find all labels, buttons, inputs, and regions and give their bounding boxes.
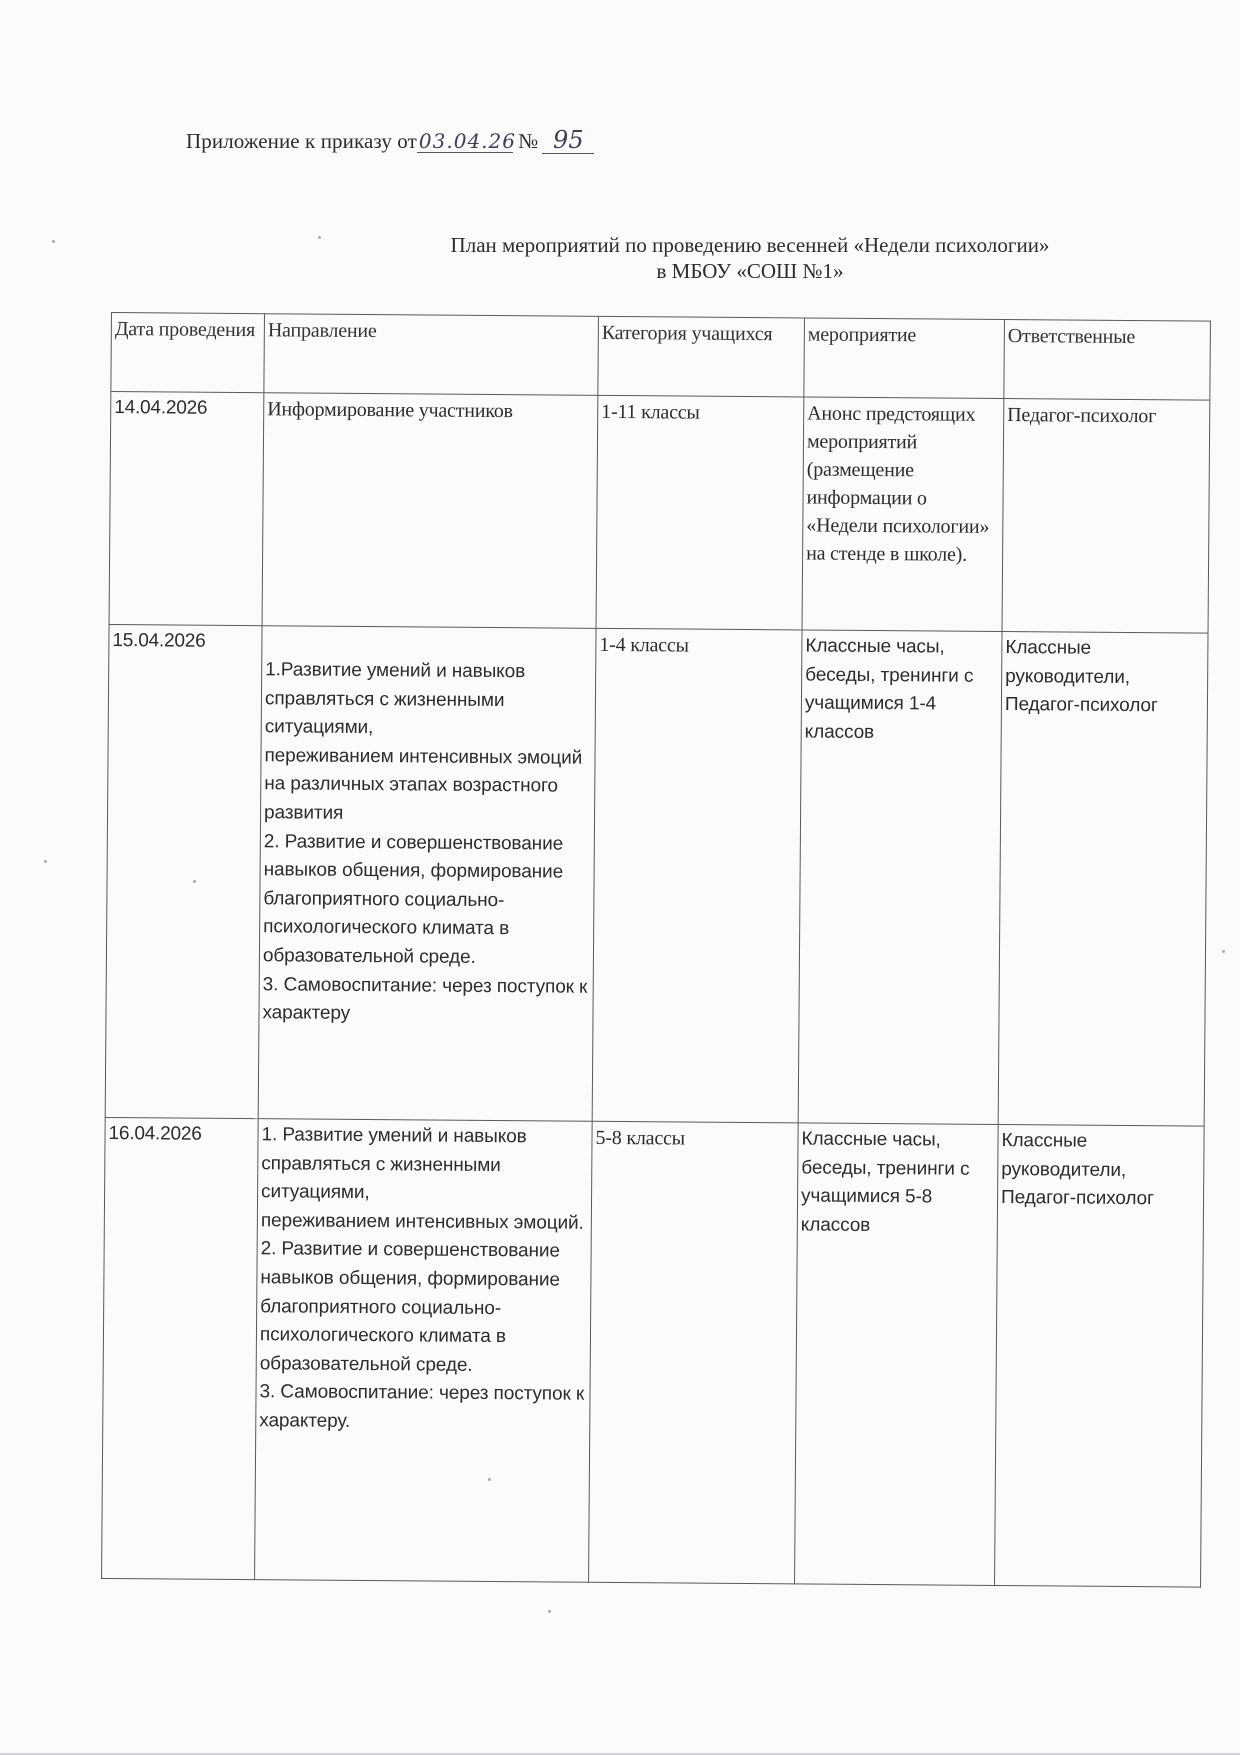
column-header-direction: Направление — [264, 314, 599, 396]
scan-speck — [52, 240, 55, 243]
header-row — [111, 313, 1211, 401]
cell-event: Классные часы, беседы, тренинги с учащимися 5-8 классов — [795, 1123, 999, 1586]
order-date-handwritten: 03.04.26 — [418, 129, 516, 153]
plan-table — [101, 312, 1211, 1588]
scan-speck — [193, 880, 196, 883]
cell-event: Анонс предстоящих мероприятий (размещение информации о «Недели психологии» на стенде в школе). — [802, 397, 1004, 632]
cell-event: Классные часы, беседы, тренинги с учащимися 1-4 классов — [798, 630, 1002, 1125]
cell-responsible: Педагог-психолог — [1002, 399, 1210, 634]
direction-line: 3. Самовоспитание: через поступок к характеру. — [259, 1381, 585, 1432]
appendix-prefix: Приложение к приказу от — [186, 129, 417, 153]
direction-line: переживанием интенсивных эмоций на различных этапах возрастного развития — [263, 745, 583, 824]
scan-speck — [1222, 950, 1225, 953]
number-sign: № — [518, 129, 539, 153]
direction-line: переживанием интенсивных эмоций. — [260, 1209, 584, 1234]
order-number-handwritten: 95 — [542, 128, 594, 154]
cell-category: 1-11 классы — [596, 395, 804, 630]
cell-date: 16.04.2026 — [102, 1117, 259, 1579]
direction-line: 1.Развитие умений и навыков справляться с жизненными ситуациями, — [264, 659, 526, 739]
direction-line: 2. Развитие и совершенствование навыков общения, формирование благоприятного социально-психологического климата в образовательной среде. — [262, 830, 564, 968]
appendix-header — [186, 128, 594, 154]
table-row — [109, 392, 1210, 634]
table-row — [102, 1117, 1205, 1587]
table-row — [105, 624, 1208, 1126]
table-body — [102, 392, 1210, 1588]
scan-speck — [318, 236, 321, 239]
document-title — [370, 232, 1130, 284]
direction-line: 3. Самовоспитание: через поступок к характеру — [262, 973, 588, 1025]
cell-category: 5-8 классы — [589, 1121, 799, 1584]
table-header — [111, 313, 1211, 401]
direction-line: 1. Развитие умений и навыков справляться с жизненными ситуациями, — [261, 1124, 527, 1204]
column-header-date: Дата проведения — [111, 313, 265, 393]
column-header-responsible: Ответственные — [1004, 320, 1211, 401]
column-header-category: Категория учащихся — [598, 316, 805, 397]
scan-speck — [548, 1610, 551, 1613]
cell-responsible: Классные руководители, Педагог-психолог — [998, 632, 1208, 1127]
cell-date: 14.04.2026 — [109, 392, 264, 626]
cell-direction — [262, 393, 598, 629]
scan-speck — [44, 860, 47, 863]
title-line-1: План мероприятий по проведению весенней «Недели психологии» — [450, 233, 1050, 257]
direction-line: Информирование участников — [267, 398, 513, 423]
scan-speck — [488, 1478, 491, 1481]
cell-responsible: Классные руководители, Педагог-психолог — [995, 1124, 1205, 1587]
cell-date: 15.04.2026 — [105, 624, 262, 1118]
column-header-event: мероприятие — [804, 318, 1005, 399]
direction-line: 2. Развитие и совершенствование навыков общения, формирование благоприятного социально-психологического климата в образовательной среде. — [259, 1238, 560, 1376]
cell-direction — [255, 1119, 593, 1583]
cell-direction — [258, 626, 596, 1122]
cell-category: 1-4 классы — [592, 628, 802, 1123]
title-line-2: в МБОУ «СОШ №1» — [656, 259, 844, 283]
